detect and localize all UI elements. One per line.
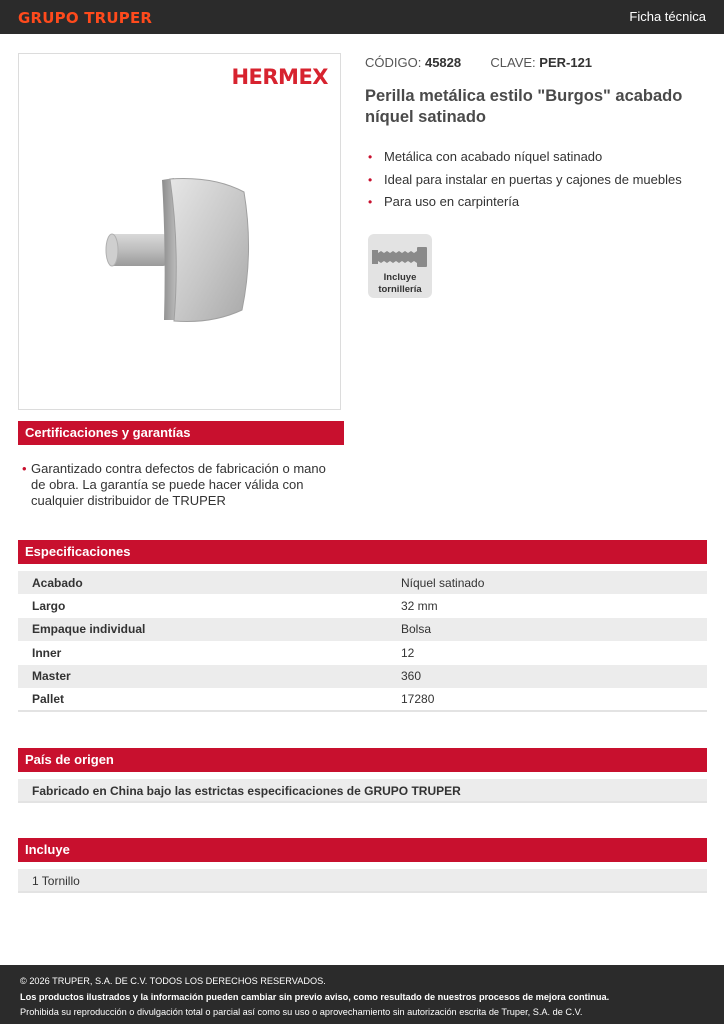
- top-bar: [0, 0, 724, 34]
- certifications-text: [22, 461, 342, 509]
- spec-label: Acabado: [18, 571, 401, 594]
- specifications-table: [18, 571, 707, 712]
- certifications-heading: Certificaciones y garantías: [18, 421, 344, 445]
- spec-value: Níquel satinado: [401, 571, 707, 594]
- feature-item: • Metálica con acabado níquel satinado: [368, 146, 682, 169]
- code-value: 45828: [424, 55, 462, 70]
- product-title: Perilla metálica estilo "Burgos" acabado níquel satinado: [365, 87, 683, 126]
- disclaimer-text: Los productos ilustrados y la información pueden cambiar sin previo aviso, como resultado de nuestros procesos de mejora continua.: [20, 991, 610, 1002]
- table-row: [18, 665, 707, 688]
- feature-list: [368, 146, 682, 214]
- grupo-truper-logo: GRUPO TRUPER: [18, 9, 153, 27]
- includes-heading: Incluye: [18, 838, 707, 862]
- spec-label: Largo: [18, 594, 401, 617]
- feature-item: • Ideal para instalar en puertas y cajones de muebles: [368, 169, 682, 192]
- spec-label: Inner: [18, 641, 401, 664]
- specifications-heading: Especificaciones: [18, 540, 707, 564]
- spec-label: Master: [18, 665, 401, 688]
- sheet-type-label: Ficha técnica: [629, 9, 706, 24]
- table-row: [18, 618, 707, 641]
- footer: [0, 965, 724, 1024]
- hermex-logo: HERMEX: [231, 65, 328, 89]
- bullet-icon: •: [22, 461, 27, 476]
- badge-line-2: tornillería: [378, 283, 422, 295]
- warranty-text: Garantizado contra defectos de fabricación o mano de obra. La garantía se puede hacer válida con cualquier distribuidor de TRUPER: [31, 461, 326, 508]
- screw-icon: [372, 246, 428, 268]
- table-row: [18, 594, 707, 617]
- knob-image: [104, 174, 264, 384]
- spec-label: Empaque individual: [18, 618, 401, 641]
- copyright-text: © 2026 TRUPER, S.A. DE C.V. TODOS LOS DERECHOS RESERVADOS.: [20, 976, 326, 986]
- table-row: [18, 571, 707, 594]
- includes-screws-badge: [368, 234, 432, 298]
- origin-text: Fabricado en China bajo las estrictas especificaciones de GRUPO TRUPER: [18, 779, 707, 803]
- feature-item: • Para uso en carpintería: [368, 191, 682, 214]
- table-row: [18, 641, 707, 664]
- spec-value: 32 mm: [401, 594, 707, 617]
- spec-value: 12: [401, 641, 707, 664]
- code-label: CÓDIGO:: [365, 55, 422, 70]
- prohibition-text: Prohibida su reproducción o divulgación total o parcial así como su uso o aprovechamiento sin autorización escrita de Truper, S.A. de C.V.: [20, 1007, 583, 1017]
- product-photo: [18, 53, 341, 410]
- spec-label: Pallet: [18, 688, 401, 711]
- includes-text: 1 Tornillo: [18, 869, 707, 893]
- spec-value: 360: [401, 665, 707, 688]
- origin-heading: País de origen: [18, 748, 707, 772]
- badge-line-1: Incluye: [383, 272, 417, 283]
- product-codes: [365, 55, 592, 70]
- spec-value: Bolsa: [401, 618, 707, 641]
- spec-value: 17280: [401, 688, 707, 711]
- table-row: [18, 688, 707, 711]
- key-value: PER-121: [539, 55, 593, 70]
- key-label: CLAVE:: [490, 55, 536, 70]
